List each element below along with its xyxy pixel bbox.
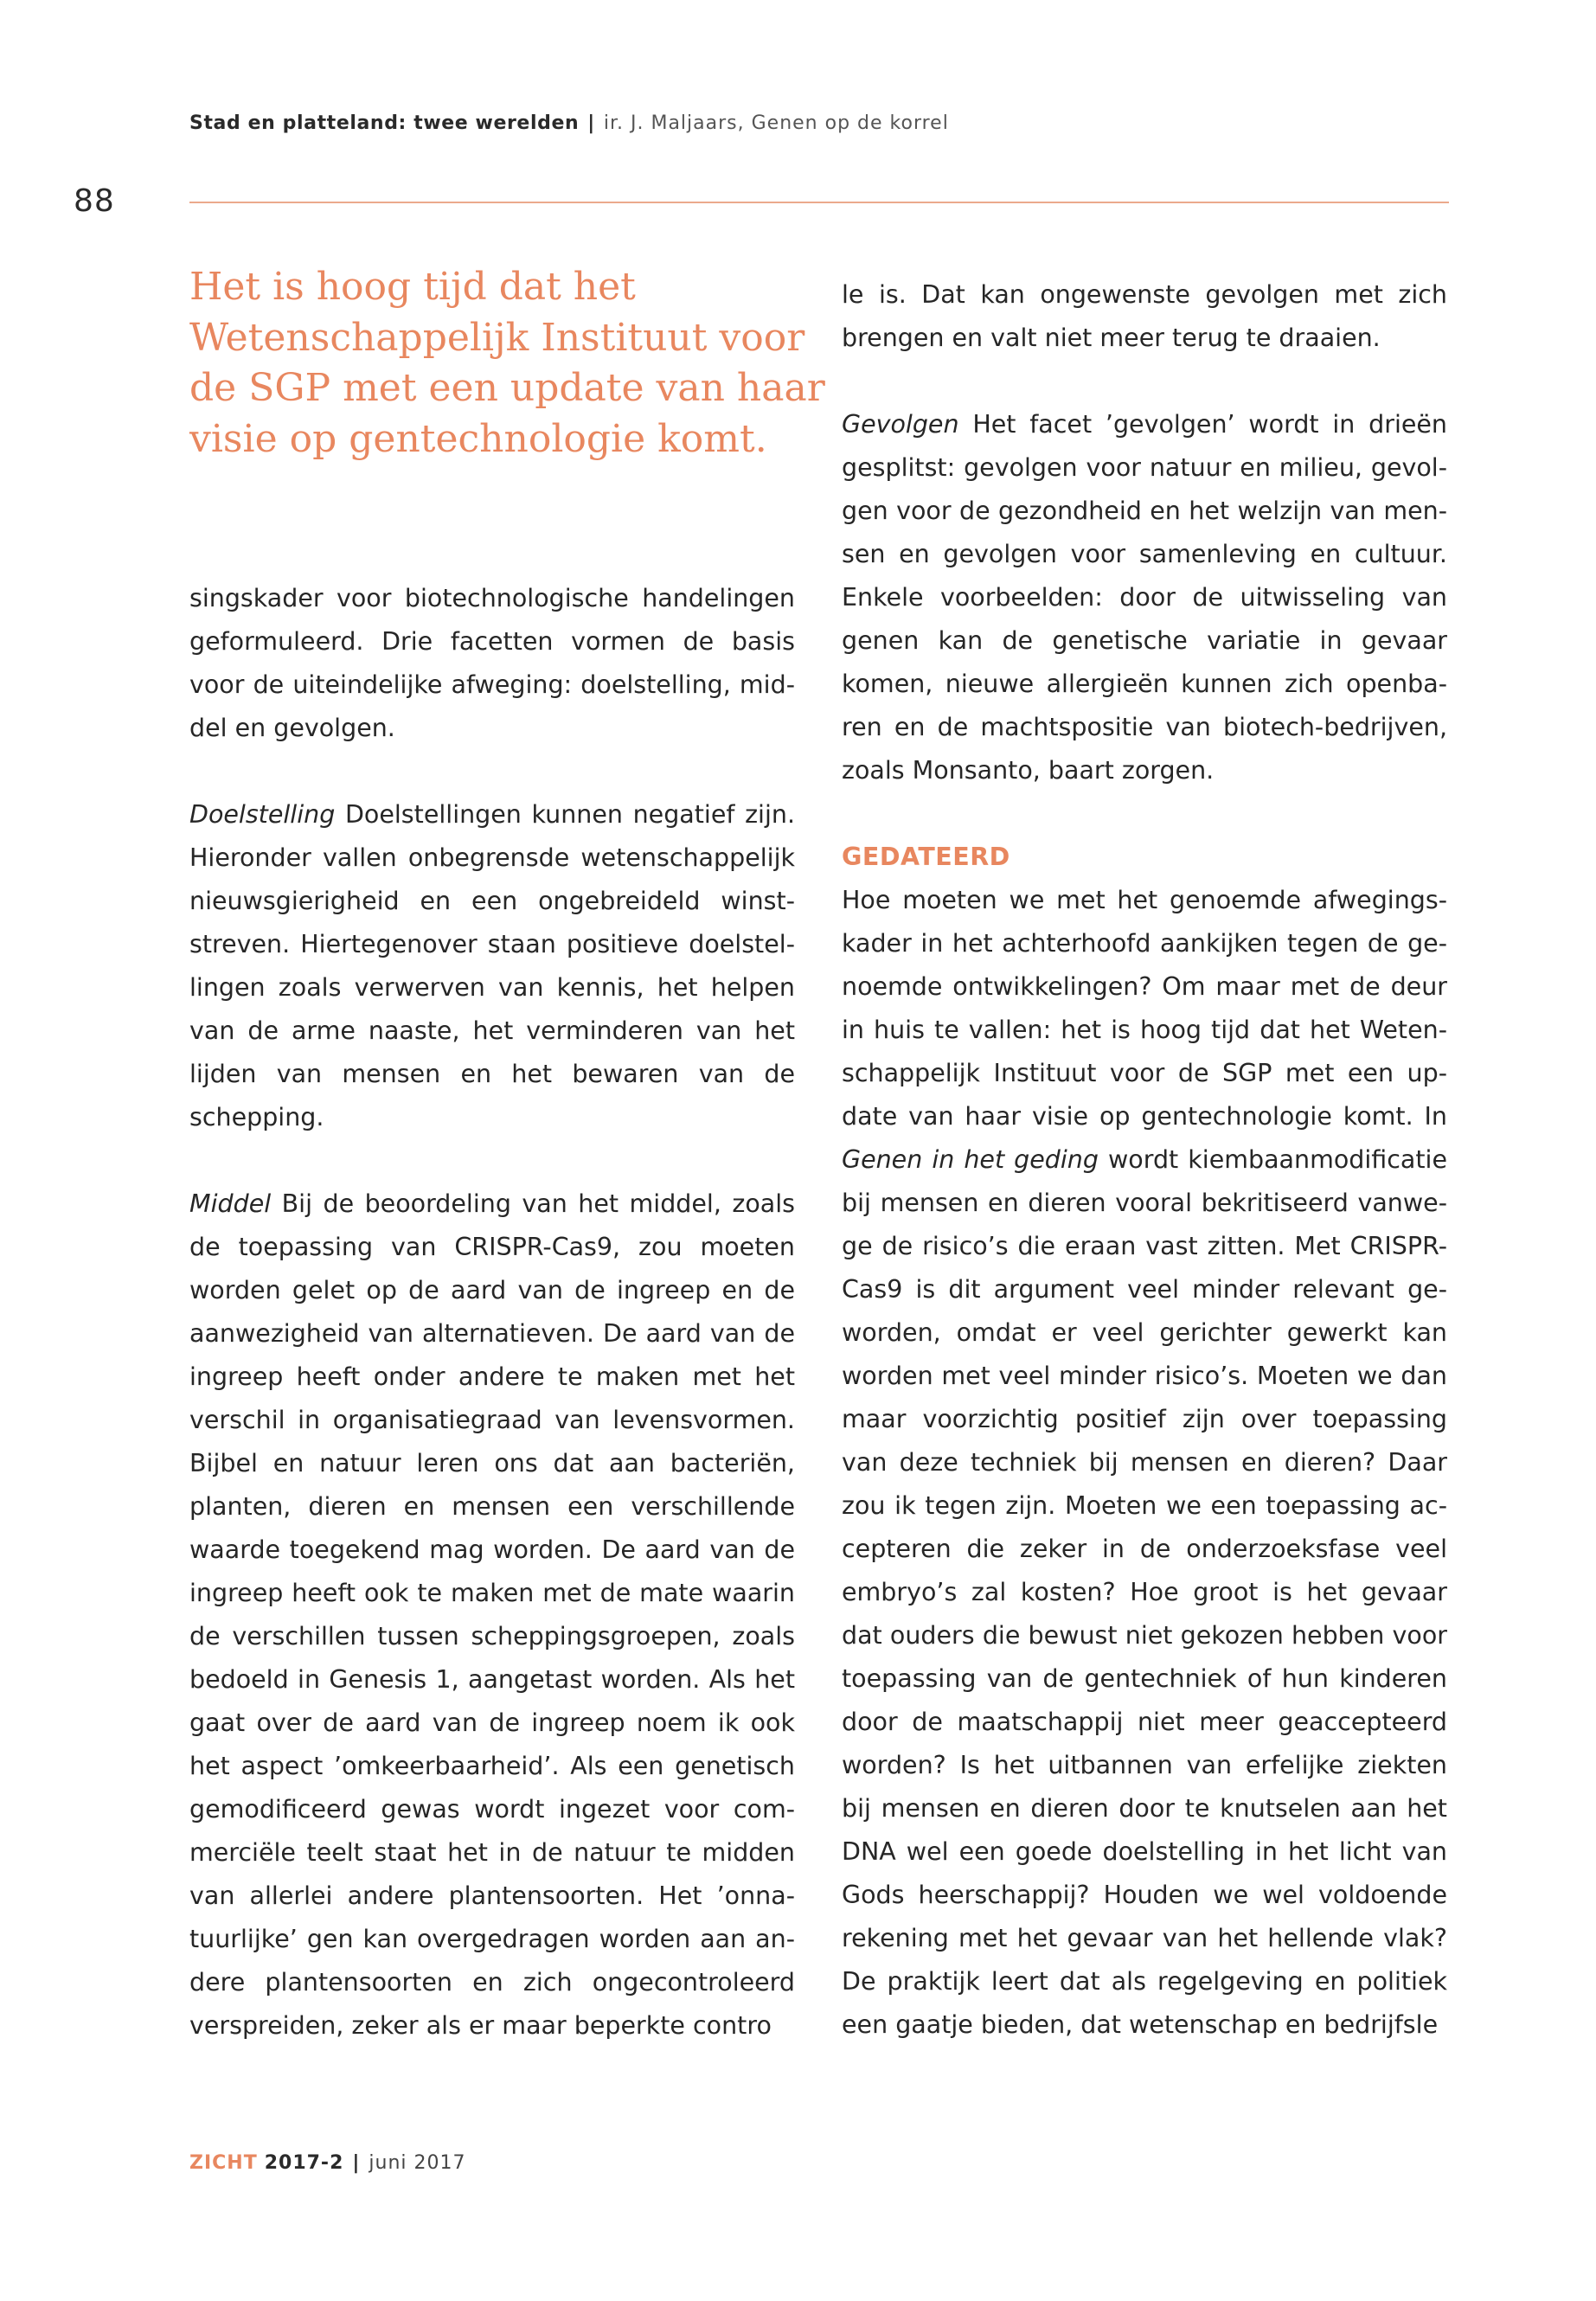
section-heading: GEDATEERD: [842, 843, 1010, 871]
paragraph-text: Het facet ’gevolgen’ wordt in drieën gesplitst: gevolgen voor natuur en milieu, gevolgen voor de gezondheid en het welzijn van mensen en gevolgen voor samenleving en cultuur. Enkele voorbeelden: door de uitwisseling van genen kan de genetische variatie in gevaar komen, nieuwe allergieën kunnen zich openbaren en de machtspositie van biotech-bedrijven, zoals Monsanto, baart zorgen.: [842, 410, 1447, 785]
paragraph-middel: [189, 1183, 795, 2048]
header-author-article: ir. J. Maljaars, Genen op de korrel: [603, 112, 949, 134]
page-footer: [189, 2152, 466, 2174]
paragraph-text: Doelstellingen kunnen negatief zijn. Hieronder vallen onbegrensde wetenschappelijk nieuwsgierigheid en een ongebreideld winststreven. Hiertegenover staan positieve doelstellingen zoals verwerven van kennis, het helpen van de arme naaste, het verminderen van het lijden van mensen en het bewaren van de schepping.: [189, 800, 795, 1131]
header-separator: |: [587, 112, 595, 134]
paragraph-term: Gevolgen: [842, 410, 959, 439]
paragraph-doelstelling: [189, 793, 795, 1139]
issue-number: 2017-2: [264, 2152, 344, 2174]
footer-separator: |: [352, 2152, 361, 2174]
paragraph-text: singskader voor biotechnologische handelingen geformuleerd. Drie facetten vormen de basis voor de uiteindelijke afweging: doelstelling, middel en gevolgen.: [189, 584, 795, 742]
paragraph-continuation: [842, 273, 1447, 360]
paragraph-gevolgen: [842, 403, 1447, 792]
paragraph-text: wordt kiembaanmodificatie bij mensen en dieren vooral bekritiseerd vanwege de risico’s die eraan vast zitten. Met CRISPR-Cas9 is dit argument veel minder relevant geworden, omdat er veel gerichter gewerkt kan worden met veel minder risico’s. Moeten we dan maar voorzichtig positief zijn over toepassing van deze techniek bij mensen en dieren? Daar zou ik tegen zijn. Moeten we een toepassing accepteren die zeker in de onderzoeksfase veel embryo’s zal kosten? Hoe groot is het gevaar dat ouders die bewust niet gekozen hebben voor toepassing van de gentechniek of hun kinderen door de maatschappij niet meer geaccepteerd worden? Is het uitbannen van erfelijke ziekten bij mensen en dieren door te knutselen aan het DNA wel een goede doelstelling in het licht van Gods heerschappij? Houden we wel voldoende rekening met het gevaar van het hellende vlak? De praktijk leert dat als regelgeving en politiek een gaatje bieden, dat wetenschap en bedrijfsle: [842, 1145, 1447, 2039]
issue-date: juni 2017: [369, 2152, 466, 2174]
header-section-title: Stad en platteland: twee werelden: [189, 112, 580, 134]
paragraph-term: Middel: [189, 1189, 272, 1218]
paragraph-term: Doelstelling: [189, 800, 336, 829]
paragraph-text: Bij de beoordeling van het middel, zoals de toepassing van CRISPR-Cas9, zou moeten worden gelet op de aard van de ingreep en de aanwezigheid van alternatieven. De aard van de ingreep heeft onder andere te maken met het verschil in organisatiegraad van levensvormen. Bijbel en natuur leren ons dat aan bacteriën, planten, dieren en mensen een verschillende waarde toegekend mag worden. De aard van de ingreep heeft ook te maken met de mate waarin de verschillen tussen scheppingsgroepen, zoals bedoeld in Genesis 1, aangetast worden. Als het gaat over de aard van de ingreep noem ik ook het aspect ’omkeerbaarheid’. Als een genetisch gemodificeerd gewas wordt ingezet voor commerciële teelt staat het in de natuur te midden van allerlei andere plantensoorten. Het ’onnatuurlijke’ gen kan overgedragen worden aan andere plantensoorten en zich ongecontroleerd verspreiden, zeker als er maar beperkte contro: [189, 1189, 795, 2040]
page-number: 88: [74, 183, 115, 219]
header-rule: [189, 202, 1449, 203]
book-title: Genen in het geding: [842, 1145, 1099, 1174]
magazine-name: ZICHT: [189, 2152, 258, 2174]
paragraph-gedateerd: [842, 879, 1447, 2047]
running-header: [189, 112, 949, 134]
section-gedateerd: [842, 836, 1447, 2047]
paragraph-text: Hoe moeten we met het genoemde afwegingskader in het achterhoofd aankijken tegen de genoemde ontwikkelingen? Om maar met de deur in huis te vallen: het is hoog tijd dat het Wetenschappelijk Instituut voor de SGP met een update van haar visie op gentechnologie komt. In: [842, 886, 1447, 1131]
pull-quote: Het is hoog tijd dat het Wetenschappelijk Instituut voor de SGP met een update van haar visie op gentechnologie komt.: [189, 265, 825, 461]
paragraph-text: le is. Dat kan ongewenste gevolgen met zich brengen en valt niet meer terug te draaien.: [842, 280, 1447, 352]
paragraph-kader: [189, 577, 795, 750]
left-column: [189, 577, 795, 2048]
right-column: [842, 273, 1447, 2047]
